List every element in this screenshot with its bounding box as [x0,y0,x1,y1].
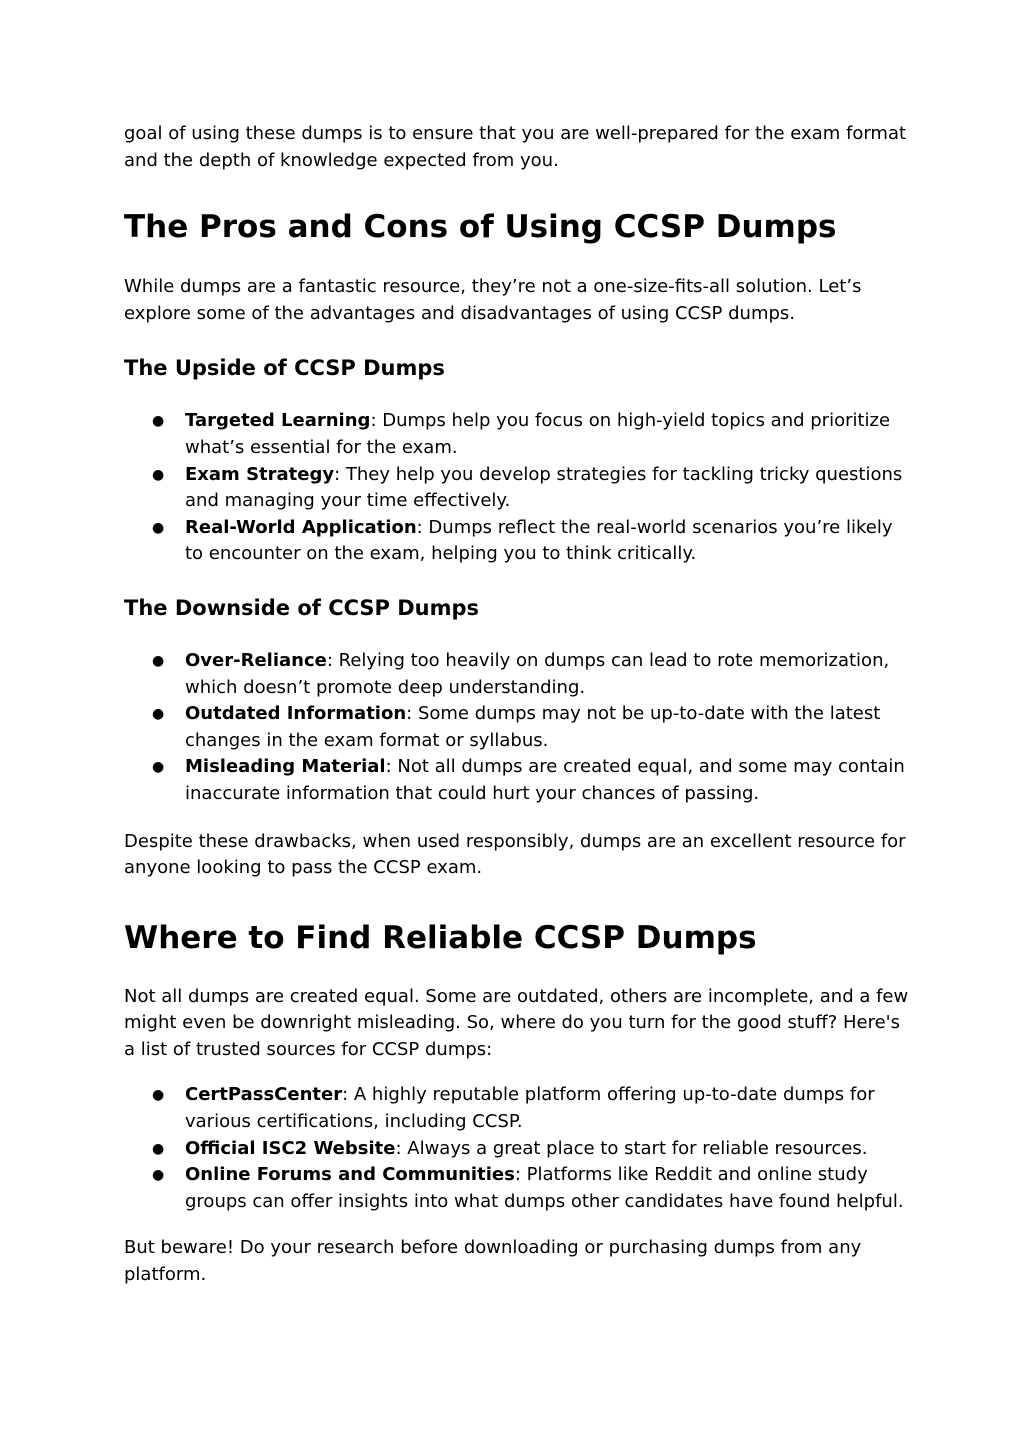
sources-list [124,1082,914,1215]
list-item-term: Online Forums and Communities [185,1164,515,1186]
list-item [124,515,914,568]
list-item-term: Real-World Application [185,516,417,538]
list-item-text: : Dumps reflect the real-world scenarios you’re likely to encounter on the exam, helping you to think critically. [185,516,893,565]
bullet-icon: ● [152,519,165,536]
bullet-icon: ● [152,466,165,483]
list-item [124,462,914,515]
list-item-text: : Relying too heavily on dumps can lead to rote memorization, which doesn’t promote deep understanding. [185,649,890,698]
list-item-term: Over-Reliance [185,649,327,671]
pros-cons-paragraph: While dumps are a fantastic resource, they’re not a one-size-fits-all solution. Let’s explore some of the advantages and disadvantages of using CCSP dumps. [124,276,862,324]
section-heading-reliable-sources: Where to Find Reliable CCSP Dumps [124,919,757,956]
list-item [124,701,914,754]
list-item-term: CertPassCenter [185,1084,343,1106]
list-item-text: : Always a great place to start for reliable resources. [395,1137,868,1159]
list-item-term: Misleading Material [185,756,386,778]
bullet-icon: ● [152,1140,165,1157]
list-item [124,648,914,701]
list-item-text: : Dumps help you focus on high-yield topics and prioritize what’s essential for the exam. [185,410,891,458]
downside-heading: The Downside of CCSP Dumps [124,595,480,620]
list-item-text: : Platforms like Reddit and online study groups can offer insights into what dumps other candidates have found helpful. [185,1164,904,1212]
list-item-text: : Not all dumps are created equal, and some may contain inaccurate information that could hurt your chances of passing. [185,756,905,804]
bullet-icon: ● [152,706,165,723]
list-item [124,1082,914,1135]
bullet-icon: ● [152,1087,165,1104]
list-item [124,1162,914,1215]
bullet-icon: ● [152,413,165,430]
bullet-icon: ● [152,1167,165,1184]
reliable-sources-paragraph: Not all dumps are created equal. Some are outdated, others are incomplete, and a few might even be downright misleading. So, where do you turn for the good stuff? Here's a list of trusted sources for CCSP dumps: [124,985,909,1060]
document-page [124,121,914,1289]
downside-list [124,648,914,808]
list-item [124,754,914,807]
list-item-term: Exam Strategy [185,463,335,485]
list-item-text: : A highly reputable platform offering up-to-date dumps for various certifications, including CCSP. [185,1084,875,1133]
list-item [124,408,914,461]
list-item-term: Targeted Learning [185,410,371,432]
list-item-text: : Some dumps may not be up-to-date with the latest changes in the exam format or syllabus. [185,703,881,751]
list-item-term: Official ISC2 Website [185,1137,396,1159]
list-item-term: Outdated Information [185,703,407,725]
list-item-text: : They help you develop strategies for tackling tricky questions and managing your time effectively. [185,463,903,512]
upside-list [124,408,914,568]
reliable-sources-closing-paragraph: But beware! Do your research before downloading or purchasing dumps from any platform. [124,1237,862,1286]
list-item [124,1136,914,1163]
bullet-icon: ● [152,652,165,669]
intro-paragraph: goal of using these dumps is to ensure that you are well-prepared for the exam format and the depth of knowledge expected from you. [124,123,907,171]
bullet-icon: ● [152,759,165,776]
pros-cons-closing-paragraph: Despite these drawbacks, when used responsibly, dumps are an excellent resource for anyone looking to pass the CCSP exam. [124,830,906,879]
upside-heading: The Upside of CCSP Dumps [124,356,445,381]
section-heading-pros-cons: The Pros and Cons of Using CCSP Dumps [124,209,837,246]
